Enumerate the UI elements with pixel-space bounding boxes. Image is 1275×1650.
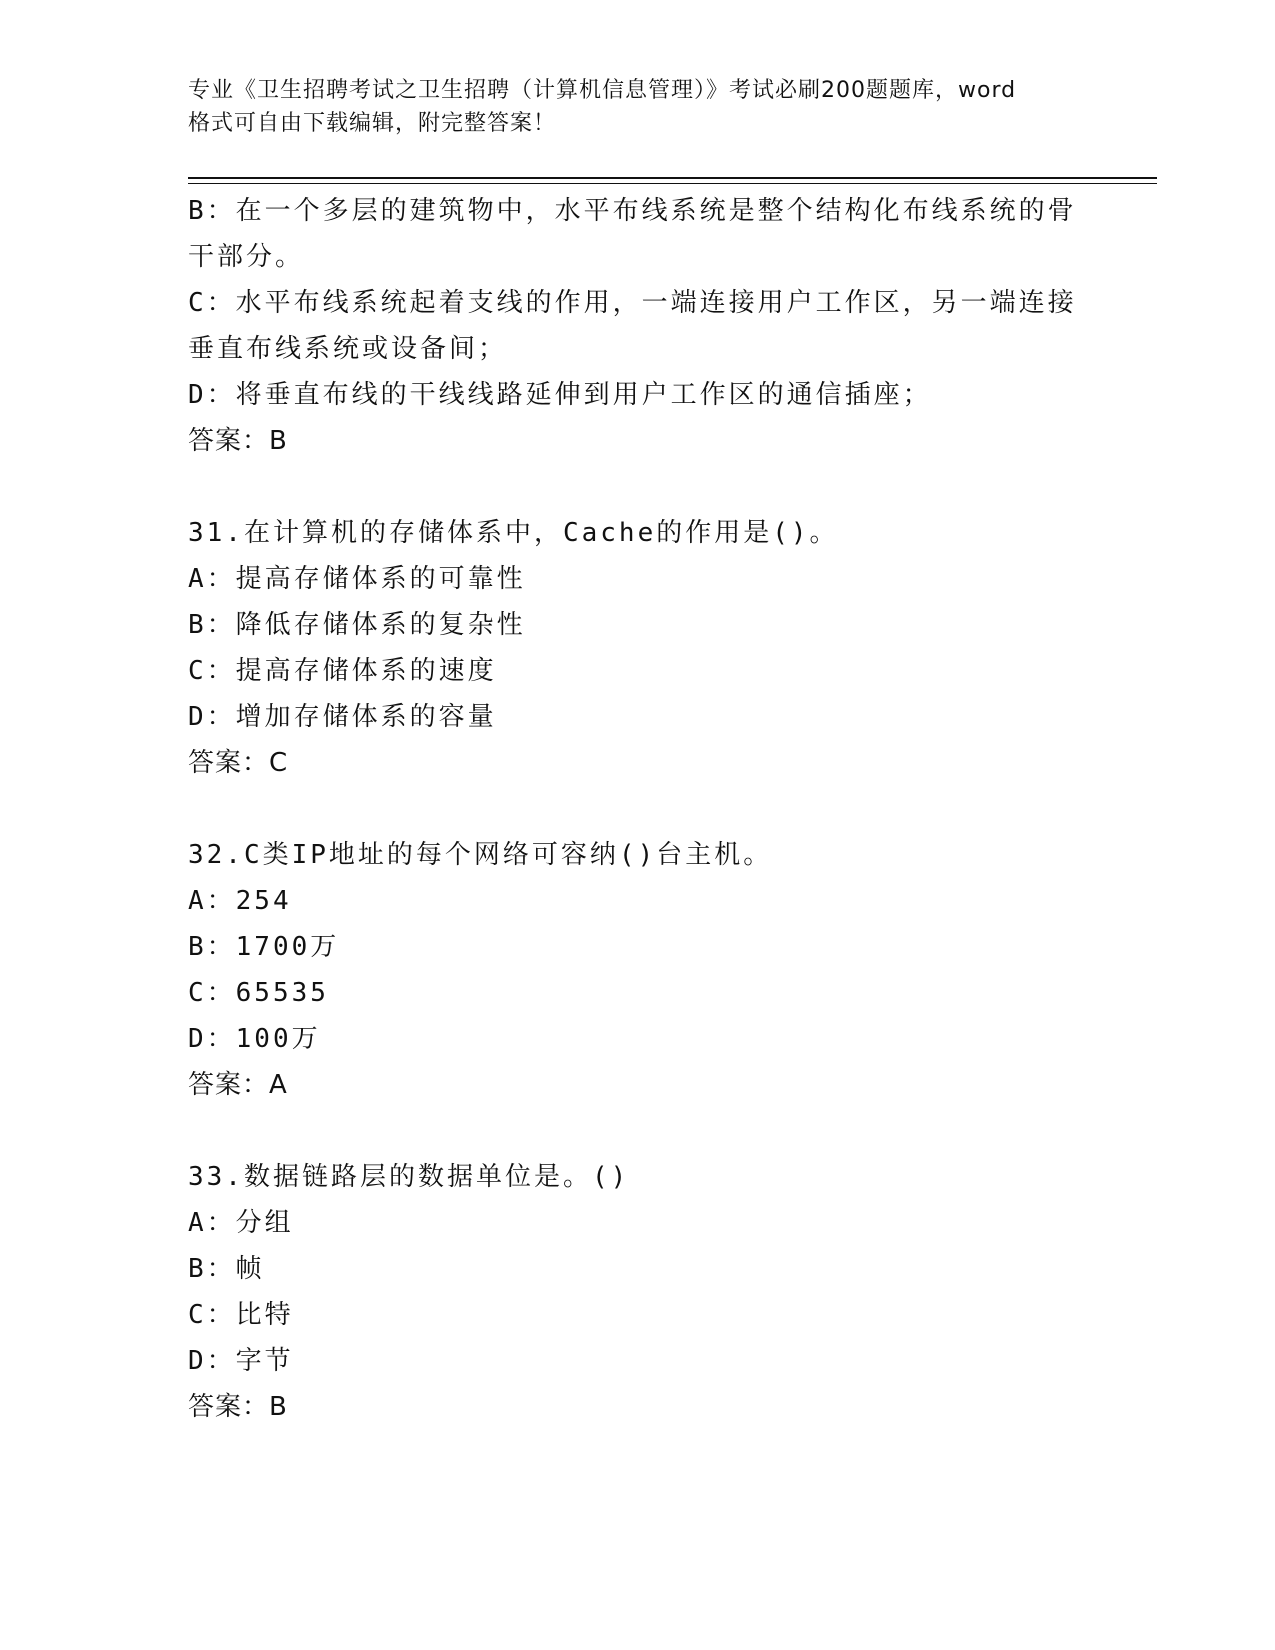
option-c: C：比特	[188, 1300, 294, 1330]
option-d: D：增加存储体系的容量	[188, 702, 497, 732]
option-b: B：降低存储体系的复杂性	[188, 610, 526, 640]
option-d: D：字节	[188, 1346, 294, 1376]
spacer	[188, 786, 1088, 832]
spacer	[188, 1108, 1088, 1154]
spacer	[188, 464, 1088, 510]
header-line-2: 格式可自由下载编辑，附完整答案！	[188, 111, 557, 136]
header-line-1: 专业《卫生招聘考试之卫生招聘（计算机信息管理）》考试必刷200题题库，word	[188, 78, 1017, 103]
document-header	[188, 74, 1088, 140]
answer-line: 答案：C	[188, 748, 289, 778]
question-block-32	[188, 832, 1088, 1108]
header-divider-thin	[188, 183, 1157, 184]
option-b-line-2: 干部分。	[188, 242, 305, 272]
option-b: B：帧	[188, 1254, 265, 1284]
option-b-line-1: B：在一个多层的建筑物中，水平布线系统是整个结构化布线系统的骨	[188, 196, 1077, 226]
option-a: A：提高存储体系的可靠性	[188, 564, 526, 594]
option-a: A：分组	[188, 1208, 294, 1238]
answer-line: 答案：B	[188, 426, 288, 456]
option-c-line-2: 垂直布线系统或设备间；	[188, 334, 508, 364]
option-d: D：100万	[188, 1024, 321, 1054]
option-c: C：65535	[188, 978, 329, 1008]
question-stem: 31.在计算机的存储体系中，Cache的作用是()。	[188, 518, 839, 548]
question-stem: 33.数据链路层的数据单位是。()	[188, 1162, 630, 1192]
question-block-30	[188, 188, 1088, 464]
answer-line: 答案：A	[188, 1070, 288, 1100]
question-block-31	[188, 510, 1088, 786]
option-c: C：提高存储体系的速度	[188, 656, 497, 686]
header-divider-thick	[188, 177, 1157, 179]
question-list	[188, 188, 1088, 1430]
answer-line: 答案：B	[188, 1392, 288, 1422]
question-stem: 32.C类IP地址的每个网络可容纳()台主机。	[188, 840, 773, 870]
option-d: D：将垂直布线的干线线路延伸到用户工作区的通信插座；	[188, 380, 932, 410]
question-block-33	[188, 1154, 1088, 1430]
option-c-line-1: C：水平布线系统起着支线的作用，一端连接用户工作区，另一端连接	[188, 288, 1077, 318]
option-b: B：1700万	[188, 932, 340, 962]
option-a: A：254	[188, 886, 292, 916]
